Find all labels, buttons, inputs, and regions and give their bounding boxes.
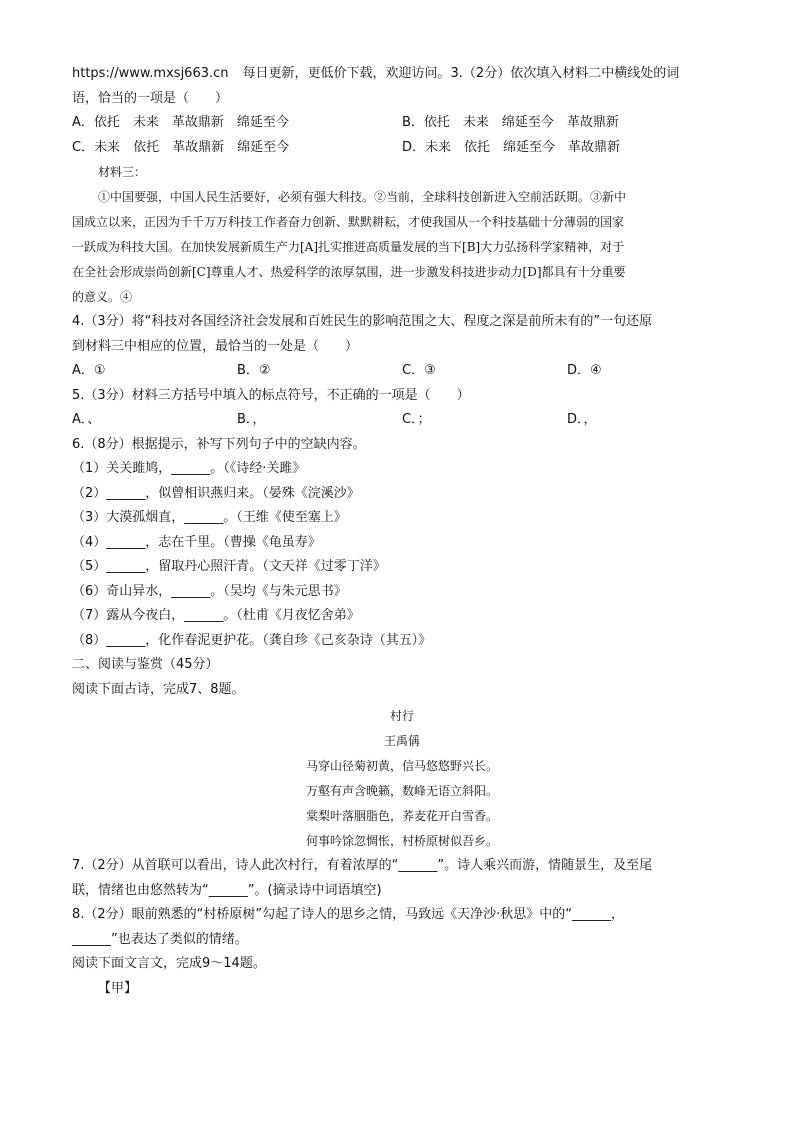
q4-line2: 到材料三中相应的位置，最恰当的一处是（ ） [72, 338, 359, 354]
q6-line1: 6.（8分）根据提示，补写下列句子中的空缺内容。 [72, 436, 366, 452]
q3-option-d: D．未来 依托 绵延至今 革故鼎新 [402, 139, 621, 155]
q4-option-c: C．③ [402, 363, 436, 378]
q6-item: （6）奇山异水，______。（吴均《与朱元思书》 [72, 583, 347, 599]
exam-page [72, 62, 732, 1001]
poem-title: 村行 [389, 709, 414, 723]
material3-title: 材料三： [98, 165, 147, 179]
q7-line2: 联，情绪也由悠然转为“______”。(摘录诗中词语填空) [72, 882, 382, 898]
poem [72, 704, 732, 854]
q3-option-c: C．未来 依托 革故鼎新 绵延至今 [72, 139, 290, 155]
q6-item: （8）______，化作春泥更护花。（龚自珍《己亥杂诗（其五）》 [72, 632, 432, 648]
q3-option-a: A．依托 未来 革故鼎新 绵延至今 [72, 115, 289, 130]
material3-line: 在全社会形成崇尚创新[C]尊重人才、热爱科学的浓厚氛围，进一步激发科技进步动力[D]都具有十分重要 [72, 265, 626, 279]
q8-line2: ______”也表达了类似的情绪。 [72, 931, 248, 947]
q5-option-d: D．， [567, 412, 597, 427]
q6-item: （4）______，志在千里。（曹操《龟虽寿》 [72, 534, 321, 550]
q6-item: （5）______，留取丹心照汗青。（文天祥《过零丁洋》 [72, 559, 386, 574]
q6-item: （7）露从今夜白，______。（杜甫《月夜忆舍弟》 [72, 608, 360, 623]
section2-heading: 二、阅读与鉴赏（45分） [72, 657, 219, 672]
q5-line1: 5.（3分）材料三方括号中填入的标点符号，不正确的一项是（ ） [72, 387, 470, 403]
material3 [72, 160, 732, 310]
q3-options-row1 [72, 111, 732, 136]
q4-line1: 4.（3分）将“科技对各国经济社会发展和百姓民生的影响范围之大、程度之深是前所未有的”一句还原 [72, 314, 653, 329]
q5-option-a: A．、 [72, 412, 101, 427]
q6-item: （2）______，似曾相识燕归来。（晏殊《浣溪沙》 [72, 485, 360, 501]
q4-option-b: B．② [237, 363, 271, 378]
q3-option-b: B．依托 未来 绵延至今 革故鼎新 [402, 115, 619, 130]
q3-options-row2 [72, 136, 732, 161]
q3-line2: 语，恰当的一项是（ ） [72, 90, 229, 106]
passage-label-jia: 【甲】 [98, 980, 138, 996]
q4-option-d: D．④ [567, 363, 602, 378]
header-line [72, 62, 732, 87]
material3-line: 一跃成为科技大国。在加快发展新质生产力[A]扎实推进高质量发展的当下[B]大力弘扬科学家精神，对于 [72, 240, 625, 254]
q5-option-c: C．； [402, 412, 431, 427]
poem-line: 万壑有声含晚籁，数峰无语立斜阳。 [305, 784, 498, 798]
section2-intro: 阅读下面古诗，完成7、8题。 [72, 681, 245, 697]
q6-item: （1）关关雎鸠，______。（《诗经·关雎》 [72, 461, 306, 476]
q4-option-a: A．① [72, 363, 106, 378]
poem-line: 马穿山径菊初黄，信马悠悠野兴长。 [305, 759, 498, 773]
site-notice: 每日更新，更低价下载，欢迎访问。 [242, 66, 451, 81]
q8-line1: 8.（2分）眼前熟悉的“村桥原树”勾起了诗人的思乡之情，马致远《天净沙·秋思》中的“______， [72, 907, 625, 922]
material3-line: ①中国要强，中国人民生活要好，必须有强大科技。②当前，全球科技创新进入空前活跃期。③新中 [98, 190, 627, 204]
material3-paragraph [72, 185, 732, 310]
q5-option-b: B．， [237, 412, 266, 427]
material3-line: 的意义。④ [72, 290, 133, 304]
material3-line: 国成立以来，正因为千千万万科技工作者奋力创新、默默耕耘，才使我国从一个科技基础十分薄弱的国家 [72, 215, 625, 229]
site-url-link[interactable]: https://www.mxsj663.cn [72, 66, 229, 81]
q3-line1: 3.（2分）依次填入材料二中横线处的词 [450, 66, 680, 81]
poem-line: 棠梨叶落胭脂色，荞麦花开白雪香。 [305, 809, 498, 823]
poem-line: 何事吟馀忽惆怅，村桥原树似吾乡。 [305, 834, 498, 848]
q5-options [72, 408, 732, 433]
q7-line1: 7.（2分）从首联可以看出，诗人此次村行，有着浓厚的“______”。诗人乘兴而游，情随景生，及至尾 [72, 858, 653, 873]
q6-item: （3）大漠孤烟直，______。（王维《使至塞上》 [72, 510, 347, 525]
q4-options [72, 359, 732, 384]
poem-author: 王禹偁 [383, 734, 420, 748]
reading2-intro: 阅读下面文言文，完成9～14题。 [72, 956, 266, 971]
